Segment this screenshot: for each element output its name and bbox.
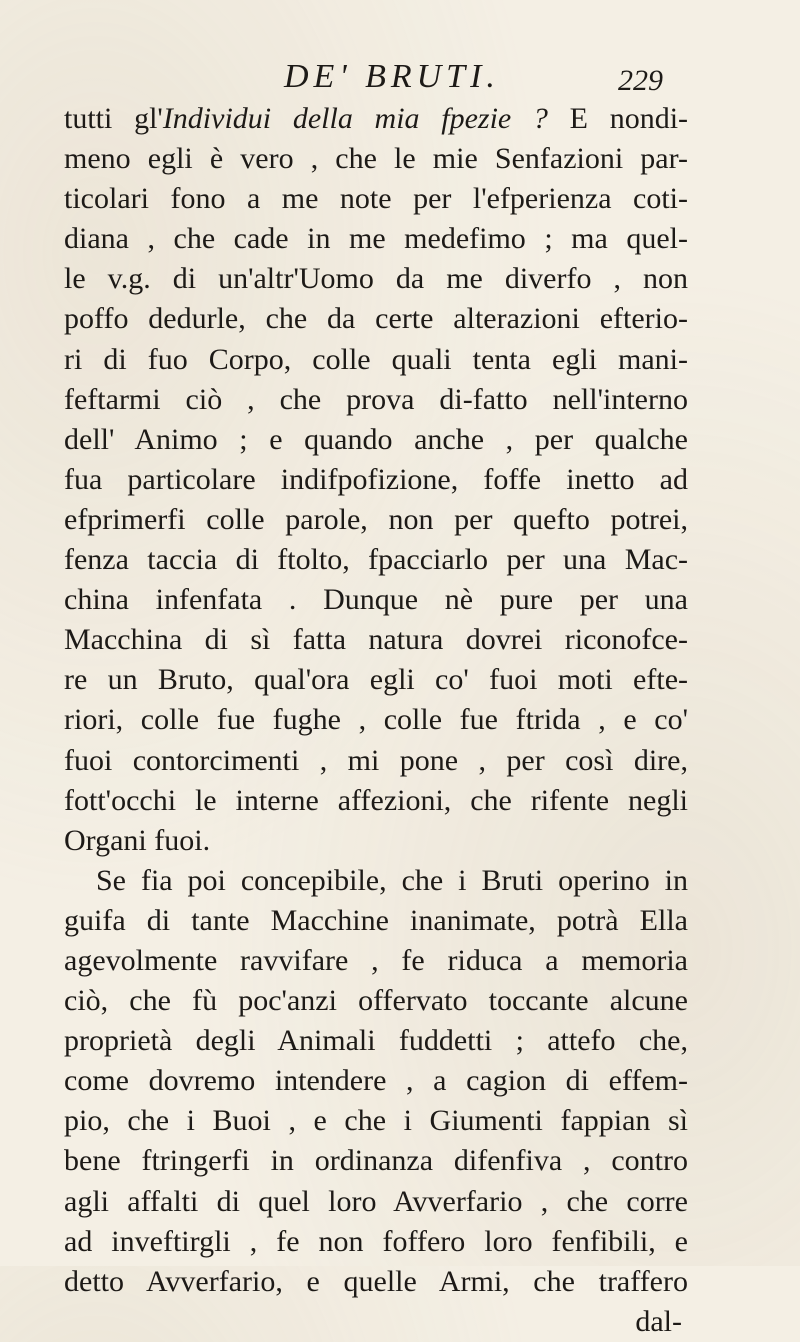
text-line: feftarmi ciò , che prova di-fatto nell'interno bbox=[64, 382, 688, 416]
text-line: Se fia poi concepibile, che i Bruti operino in bbox=[96, 863, 688, 897]
text-line: proprietà degli Animali fuddetti ; attefo che, bbox=[64, 1024, 688, 1058]
text-line: detto Avverfario, e quelle Armi, che traffero bbox=[64, 1264, 688, 1298]
text-line: come dovremo intendere , a cagion di effem- bbox=[64, 1064, 688, 1098]
text-line: tutti gl'Individui della mia fpezie ? E nondi- bbox=[64, 102, 689, 135]
text-line: poffo dedurle, che da certe alterazioni efterio- bbox=[64, 302, 688, 336]
text-line: dell' Animo ; e quando anche , per qualche bbox=[64, 422, 688, 456]
text-line: bene ftringerfi in ordinanza difenfiva , contro bbox=[64, 1144, 688, 1178]
paragraph-2 bbox=[64, 861, 688, 1302]
text-line: ticolari fono a me note per l'efperienza coti- bbox=[64, 182, 688, 216]
text-line: ciò, che fù poc'anzi offervato toccante alcune bbox=[64, 984, 688, 1018]
catchword: dal- bbox=[635, 1304, 682, 1338]
paragraph-1 bbox=[64, 99, 688, 861]
page-header bbox=[0, 58, 800, 98]
text-line: efprimerfi colle parole, non per quefto potrei, bbox=[64, 502, 688, 536]
text-line: re un Bruto, qual'ora egli co' fuoi moti efte- bbox=[64, 663, 688, 697]
text-line: riori, colle fue fughe , colle fue ftrida , e co' bbox=[64, 703, 688, 737]
text-line: fuoi contorcimenti , mi pone , per così dire, bbox=[64, 743, 688, 777]
text-line: agli affalti di quel loro Avverfario , che corre bbox=[64, 1184, 688, 1218]
text-line: fua particolare indifpofizione, foffe inetto ad bbox=[64, 462, 688, 496]
text-line: Macchina di sì fatta natura dovrei riconofce- bbox=[64, 623, 688, 657]
text-line: diana , che cade in me medefimo ; ma quel- bbox=[64, 222, 688, 256]
text-line: china infenfata . Dunque nè pure per una bbox=[64, 583, 688, 617]
running-head: DE' BRUTI. bbox=[284, 58, 500, 95]
text-line: agevolmente ravvifare , fe riduca a memoria bbox=[64, 943, 688, 977]
text-line: fott'occhi le interne affezioni, che rifente negli bbox=[64, 783, 688, 817]
text-line: meno egli è vero , che le mie Senfazioni par- bbox=[64, 142, 688, 176]
text-line: Organi fuoi. bbox=[64, 823, 211, 857]
text-line: pio, che i Buoi , e che i Giumenti fappian sì bbox=[64, 1104, 688, 1138]
page-number: 229 bbox=[618, 64, 663, 97]
body-text bbox=[64, 99, 688, 1342]
text-line: guifa di tante Macchine inanimate, potrà Ella bbox=[64, 903, 688, 937]
text-line: ri di fuo Corpo, colle quali tenta egli mani- bbox=[64, 342, 688, 376]
text-line: ad inveftirgli , fe non foffero loro fenfibili, e bbox=[64, 1224, 688, 1258]
text-line: fenza taccia di ftolto, fpacciarlo per una Mac- bbox=[64, 543, 688, 577]
text-line: le v.g. di un'altr'Uomo da me diverfo , non bbox=[64, 262, 688, 296]
